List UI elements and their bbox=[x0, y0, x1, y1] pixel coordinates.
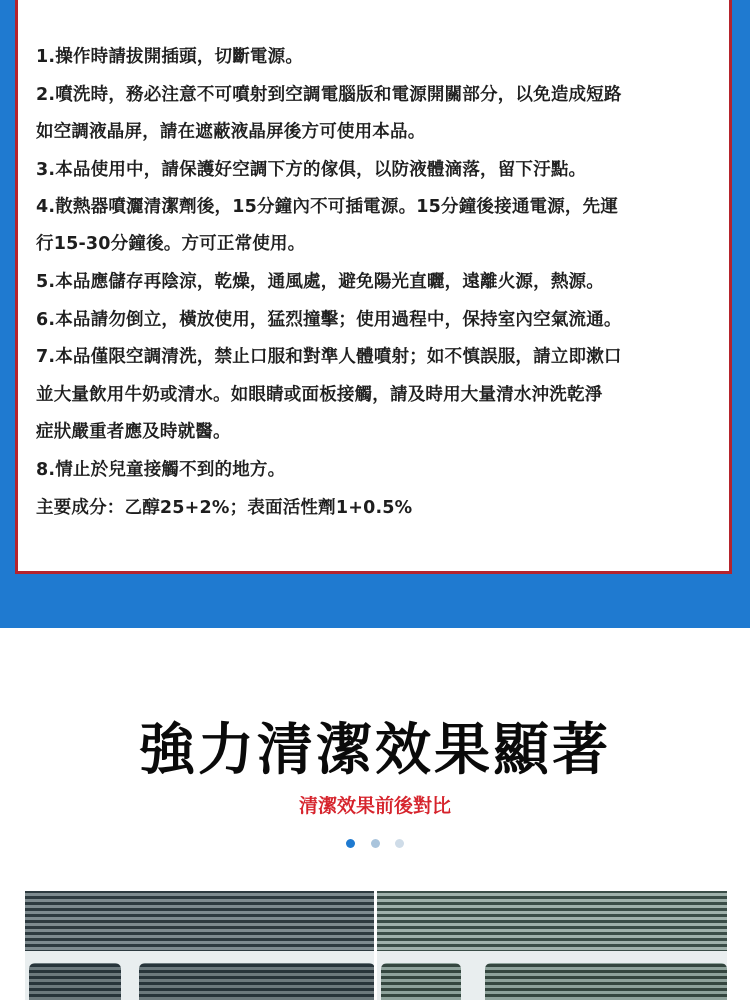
notice-line-3: 如空調液晶屏，請在遮蔽液晶屏後方可使用本品。 bbox=[36, 122, 426, 142]
notice-line-1: 1.操作時請拔開插頭，切斷電源。 bbox=[36, 47, 304, 67]
usage-notice-card bbox=[15, 0, 732, 574]
clean-fins-graphic bbox=[377, 891, 727, 953]
after-cleaning-photo bbox=[377, 891, 727, 1000]
dirty-fins-graphic bbox=[25, 891, 374, 953]
notice-line-6: 行15-30分鐘後。方可正常使用。 bbox=[36, 234, 306, 254]
clean-coil-slot-left bbox=[381, 963, 461, 1000]
notice-line-12: 8.情止於兒童接觸不到的地方。 bbox=[36, 460, 286, 480]
notice-line-7: 5.本品應儲存再陰涼，乾燥，通風處，避免陽光直曬，遠離火源，熱源。 bbox=[36, 272, 604, 292]
notice-line-8: 6.本品請勿倒立，橫放使用，猛烈撞擊；使用過程中，保持室內空氣流通。 bbox=[36, 310, 622, 330]
notice-line-11: 症狀嚴重者應及時就醫。 bbox=[36, 422, 231, 442]
notice-line-5: 4.散熱器噴灑清潔劑後，15分鐘內不可插電源。15分鐘後接通電源，先運 bbox=[36, 197, 619, 217]
notice-line-4: 3.本品使用中，請保護好空調下方的傢俱，以防液體滴落，留下汙點。 bbox=[36, 160, 587, 180]
dot-1-active bbox=[346, 839, 355, 848]
carousel-dots bbox=[0, 833, 750, 852]
notice-line-9: 7.本品僅限空調清洗，禁止口服和對準人體噴射；如不慎誤服，請立即漱口 bbox=[36, 347, 622, 367]
dot-3 bbox=[395, 839, 404, 848]
before-cleaning-photo bbox=[25, 891, 374, 1000]
dot-2 bbox=[371, 839, 380, 848]
ingredients-line: 主要成分：乙醇25+2%；表面活性劑1+0.5% bbox=[36, 498, 413, 518]
dirty-coil-slot-left bbox=[29, 963, 121, 1000]
notice-line-2: 2.噴洗時，務必注意不可噴射到空調電腦版和電源開關部分，以免造成短路 bbox=[36, 85, 622, 105]
dirty-coil-slot-right bbox=[139, 963, 374, 1000]
notice-line-10: 並大量飲用牛奶或清水。如眼睛或面板接觸，請及時用大量清水沖洗乾淨 bbox=[36, 385, 603, 405]
clean-coil-slot-right bbox=[485, 963, 727, 1000]
section-headline: 強力清潔效果顯著 bbox=[139, 718, 611, 783]
section-subheadline: 清潔效果前後對比 bbox=[298, 795, 451, 817]
